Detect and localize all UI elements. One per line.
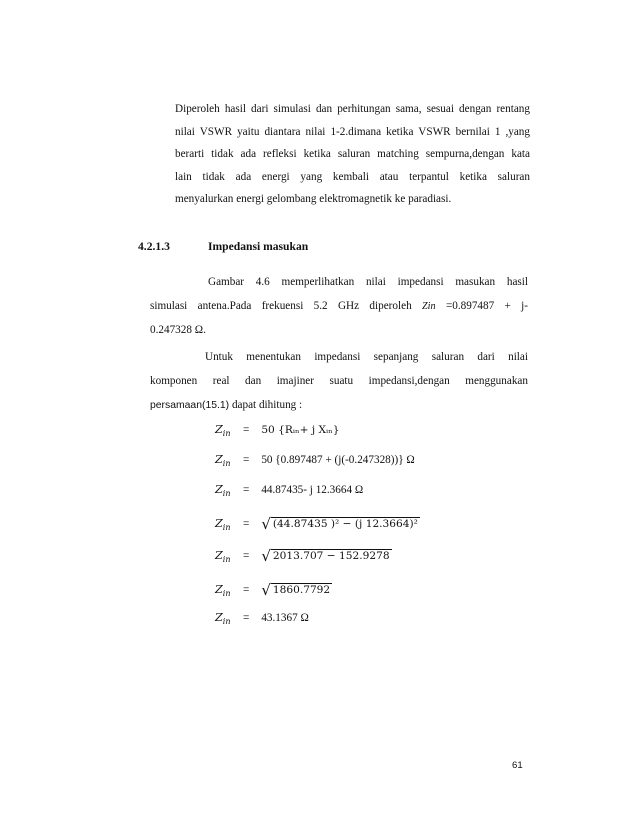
zin-symbol: Zin — [422, 301, 436, 312]
paragraph-line: Gambar 4.6 memperlihatkan nilai impedansi masukan hasil — [208, 276, 528, 288]
equation-lhs: $Z_{in}$ — [215, 517, 231, 533]
equals-sign: = — [243, 584, 250, 596]
paragraph-vswr-conclusion — [175, 98, 530, 211]
paragraph-line: Diperoleh hasil dari simulasi dan perhitungan sama, sesuai dengan rentang — [175, 103, 530, 115]
paragraph-calculation-intro — [150, 345, 528, 417]
paragraph-line — [150, 294, 528, 318]
equation-lhs: $Z_{in}$ — [215, 583, 231, 599]
equation-3 — [215, 481, 363, 499]
section-number: 4.2.1.3 — [138, 240, 170, 253]
equation-rhs: 50 {Rᵢₙ+ j Xᵢₙ} — [261, 424, 340, 436]
radicand: 2013.707 − 152.9278 — [272, 550, 390, 562]
equation-lhs: $Z_{in}$ — [215, 549, 231, 565]
equation-lhs: $Z_{in}$ — [215, 423, 231, 439]
equation-7 — [215, 609, 309, 627]
square-root-icon: √ — [261, 547, 271, 565]
equals-sign: = — [243, 612, 250, 624]
radicand: (44.87435 )² − (j 12.3664)² — [272, 518, 418, 530]
equals-sign: = — [243, 454, 250, 466]
equation-lhs: $Z_{in}$ — [215, 453, 231, 469]
text-span: dapat dihitung : — [229, 399, 303, 411]
paragraph-line: berarti tidak ada refleksi ketika saluran matching sempurna,dengan kata — [175, 148, 530, 161]
paragraph-line — [150, 393, 528, 417]
equation-1 — [215, 421, 339, 439]
paragraph-line: nilai VSWR yaitu diantara nilai 1-2.dimana ketika VSWR bernilai 1 ,yang — [175, 125, 530, 138]
paragraph-line: Untuk menentukan impedansi sepanjang saluran dari nilai — [205, 351, 528, 363]
text-span: =0.897487 + j- — [435, 300, 529, 312]
square-root-icon: √ — [261, 581, 271, 599]
square-root-icon: √ — [261, 515, 271, 533]
equation-2 — [215, 451, 415, 469]
radicand: 1860.7792 — [272, 584, 331, 596]
equation-rhs: 43.1367 Ω — [261, 612, 309, 624]
equation-rhs: 44.87435- j 12.3664 Ω — [261, 484, 364, 496]
equals-sign: = — [243, 518, 250, 530]
equation-rhs: 50 {0.897487 + (j(-0.247328))} Ω — [261, 454, 415, 466]
paragraph-impedance-intro — [150, 270, 528, 342]
equation-reference: persamaan(15.1) — [150, 400, 230, 411]
section-title: Impedansi masukan — [208, 240, 309, 253]
equation-4 — [215, 513, 420, 531]
text-span: simulasi antena.Pada frekuensi 5.2 GHz diperoleh — [150, 300, 423, 312]
paragraph-line: lain tidak ada energi yang kembali atau terpantul ketika saluran — [175, 170, 530, 183]
paragraph-line: 0.247328 Ω. — [150, 324, 206, 336]
page-number: 61 — [512, 760, 523, 771]
paragraph-line: menyalurkan energi gelombang elektromagnetik ke paradiasi. — [175, 193, 452, 206]
equals-sign: = — [243, 484, 250, 496]
equals-sign: = — [243, 424, 250, 436]
equation-lhs: $Z_{in}$ — [215, 483, 231, 499]
equation-lhs: $Z_{in}$ — [215, 611, 231, 627]
paragraph-line: komponen real dan imajiner suatu impedansi,dengan menggunakan — [150, 375, 528, 387]
equals-sign: = — [243, 550, 250, 562]
equation-6 — [215, 579, 332, 597]
equation-5 — [215, 545, 392, 563]
